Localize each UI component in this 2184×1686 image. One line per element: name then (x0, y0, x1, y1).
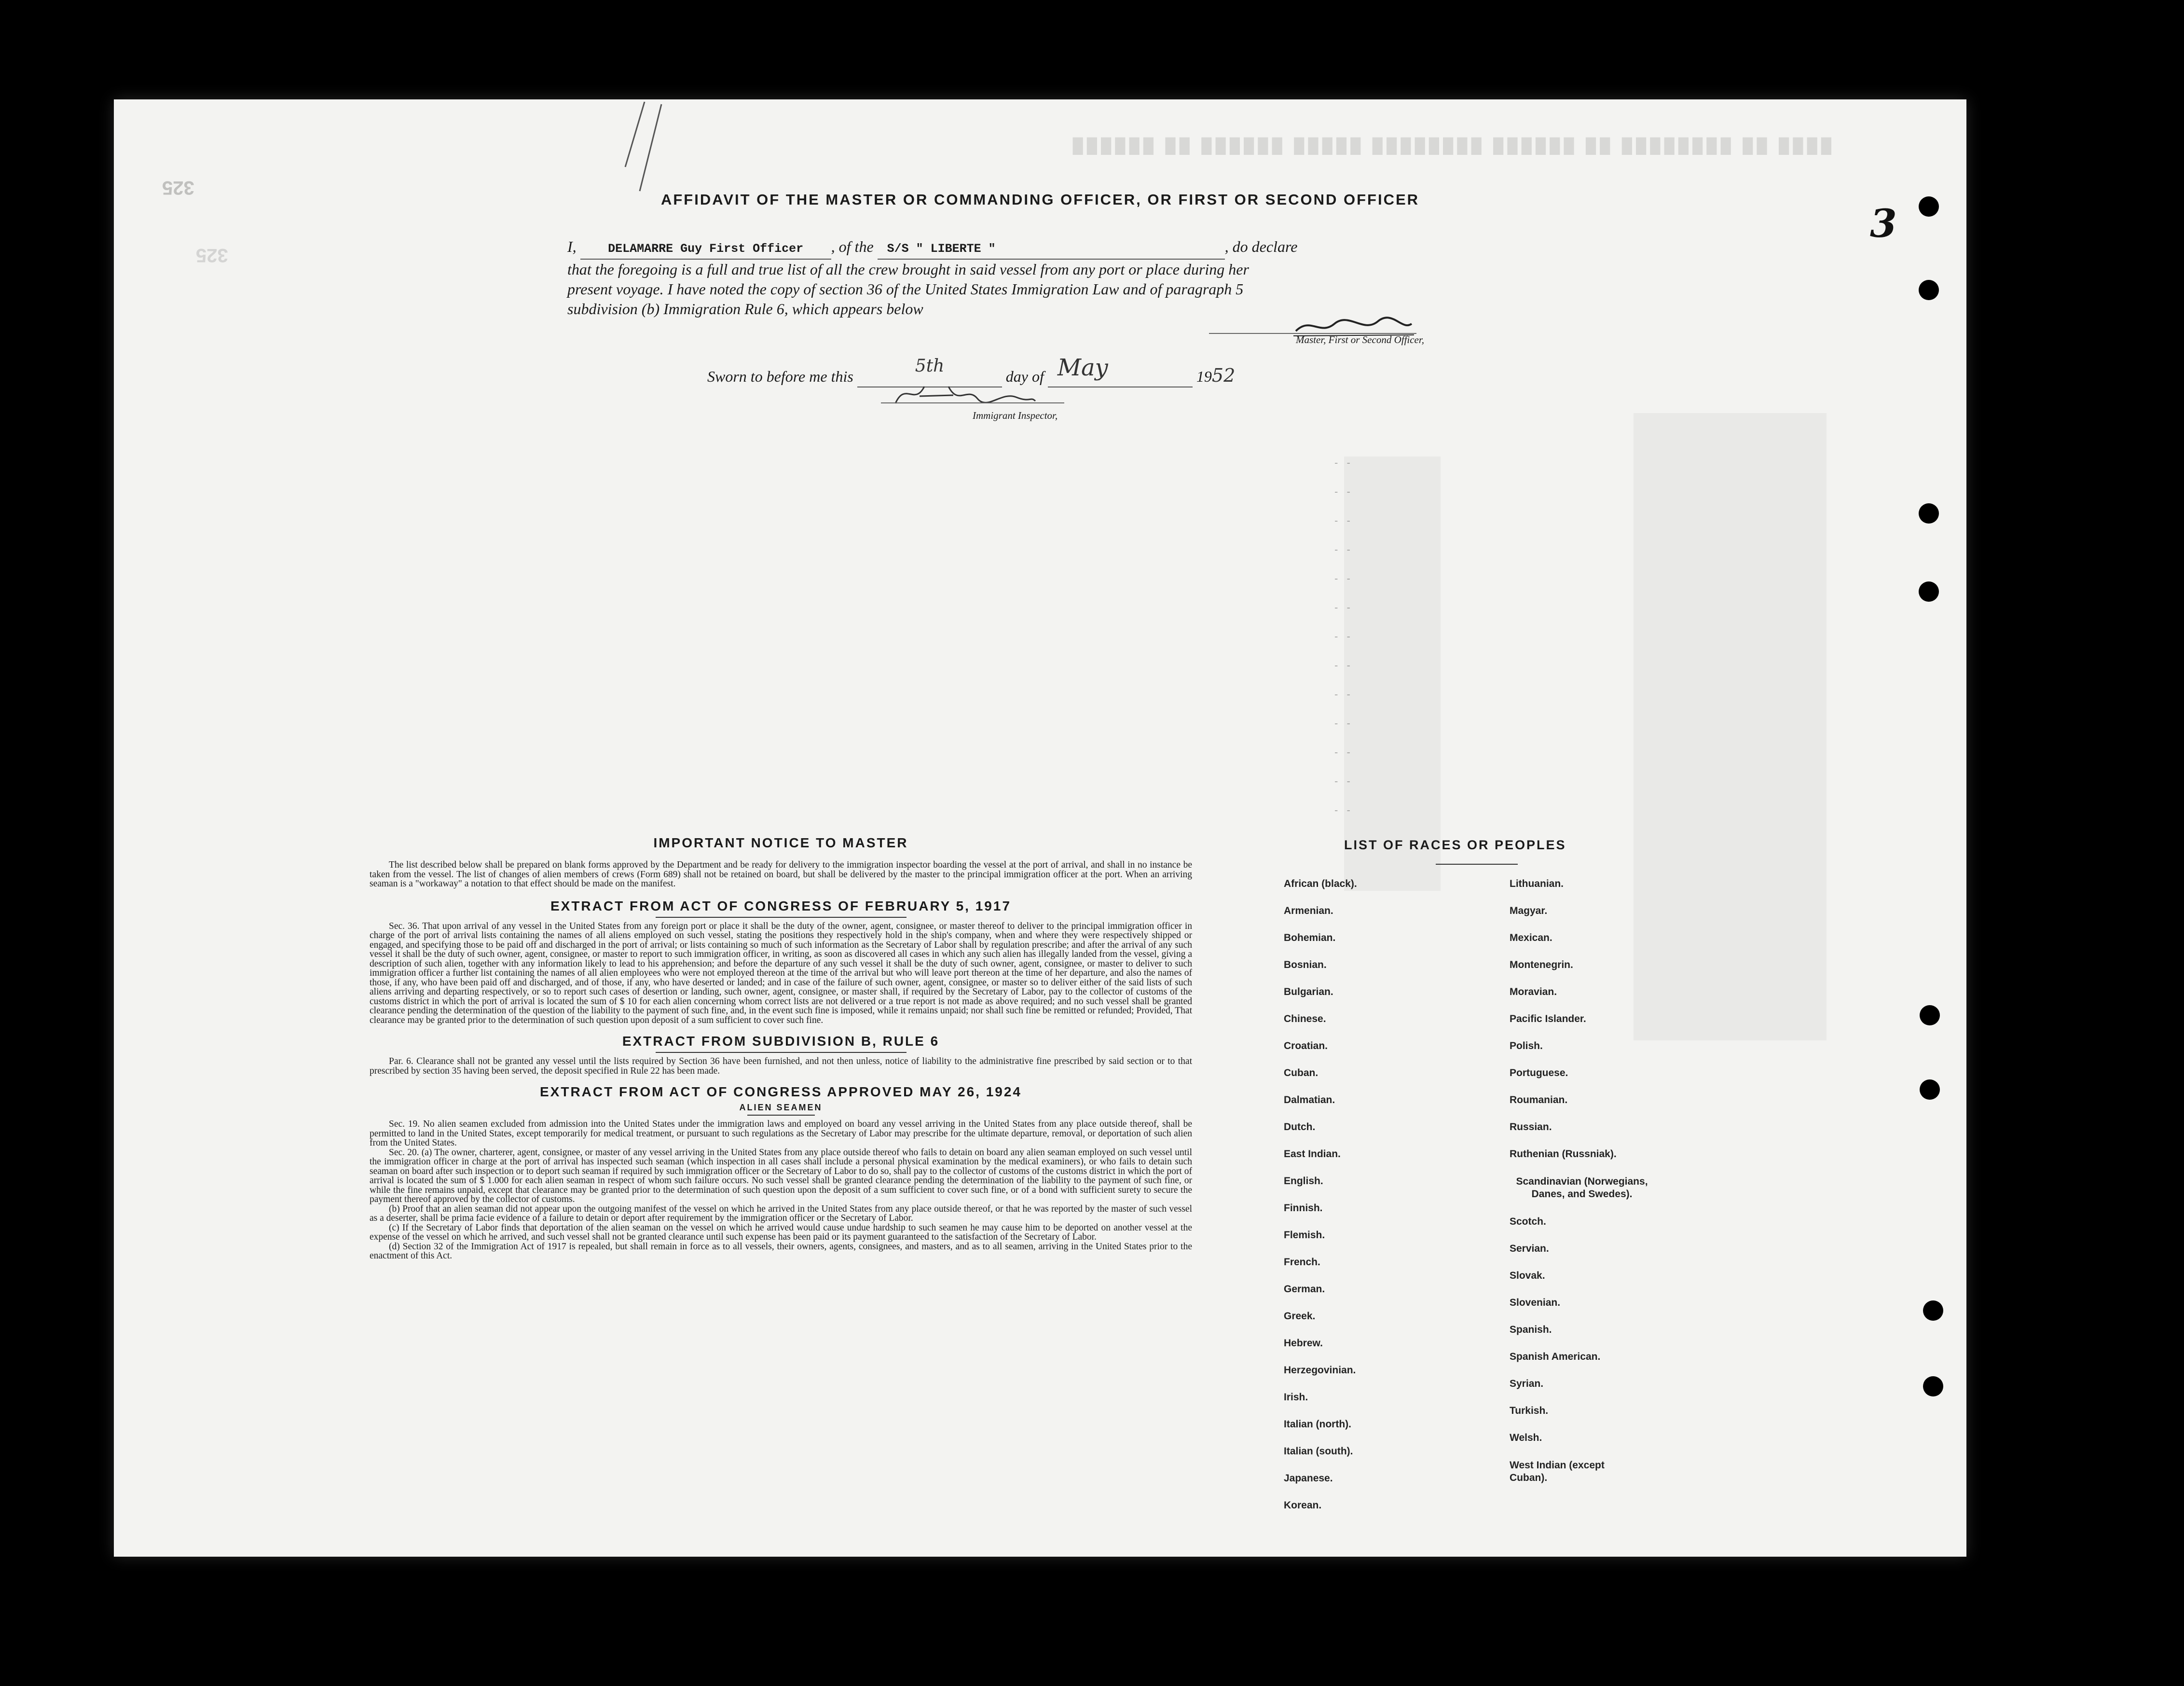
sec20d-body: (d) Section 32 of the Immigration Act of 1917 is repealed, but shall remain in force as to all vessels, their owners, agents, consignees, and masters, and as to all seamen, arriving in the United States prior to the enactment of this Act. (370, 1241, 1192, 1261)
dash-mark: - - (1334, 543, 1353, 555)
bleed-through-ghost: ████ ██ ████████ ██ ██████ ████████ █████ ██████ ██ ██████ (1069, 138, 1831, 154)
race-item: Japanese. (1284, 1473, 1333, 1484)
extract-rule6-title: EXTRACT FROM SUBDIVISION B, RULE 6 (622, 1034, 940, 1049)
affidavit-declaration (567, 237, 1474, 319)
race-item: Armenian. (1284, 905, 1333, 916)
race-item: Russian. (1510, 1121, 1552, 1133)
dash-mark: - - (1334, 572, 1353, 584)
race-item: Magyar. (1510, 905, 1548, 916)
race-item: Roumanian. (1510, 1094, 1568, 1106)
dash-mark: - - (1334, 485, 1353, 498)
sworn-line: Sworn to before me this 5th day of May 1952 (707, 366, 1479, 387)
corner-handwritten-mark: 3 (1870, 201, 1897, 246)
sec20c-body: (c) If the Secretary of Labor finds that deportation of the alien seaman on the vessel on which he arrived would cause undue hardship to such seamen he may cause him to be deported on another vessel at the expense of the vessel on which he arrived, and such vessel shall not be granted clearance until such expense has been paid or its payment guaranteed to the satisfaction of the Secretary of Labor. (370, 1222, 1192, 1242)
race-item: Turkish. (1510, 1405, 1549, 1416)
race-item: English. (1284, 1175, 1323, 1187)
race-item: West Indian (except Cuban). (1510, 1460, 1605, 1483)
race-item: Polish. (1510, 1040, 1543, 1051)
race-item: Korean. (1284, 1500, 1322, 1511)
race-item: Finnish. (1284, 1202, 1323, 1214)
race-item: Servian. (1510, 1243, 1549, 1254)
extract-1917-body: Sec. 36. That upon arrival of any vessel in the United States from any foreign port or place it shall be the duty of the owner, agent, consignee, or master thereof to deliver to the principal immigration officer in charge of the port of arrival lists containing the names of all aliens employed on such vessel, stating the positions they respectively hold in the ship's company, when and where they were respectively shipped or engaged, and specifying those to be paid off and discharged in the port of arrival; or lists containing so much of such information as the Secretary of Labor shall by regulation prescribe; and after the arrival of any such vessel it shall be the duty of such owner, agent, consignee, or master to report to such immigration officer, in writing, as soon as discovered all cases in which any such alien has illegally landed from the vessel, giving a description of such alien, together with any information likely to lead to his apprehension; and before the departure of any such vessel it shall be the duty of such owner, agent, consignee, or master to deliver to such immigration officer a further list containing the names of all alien employees who were not employed thereon at the time of the arrival but who will leave port thereon at the time of her departure, and also the names of those, if any, who have been paid off and discharged, and of those, if any, who have deserted or landed; and in case of the failure of such owner, agent, consignee, or master so to deliver either of the said lists of such aliens arriving and departing respectively, or so to report such cases of desertion or landing, such owner, agent, consignee, or master shall, if required by the Secretary of Labor, pay to the collector of customs of the customs district in which the port of arrival is located the sum of $ 10 for each alien concerning whom correct lists are not delivered or a true report is not made as above required; and no such vessel shall be granted clearance pending the determination of the question of the liability to the payment of such fine, and, in the event such fine is imposed, while it remains unpaid; nor shall such fine be remitted or refunded; Provided, That clearance may be granted prior to the determination of such question upon deposit of a sum sufficient to cover such fine. (370, 921, 1192, 1025)
punch-hole (1920, 1005, 1940, 1025)
sec19-body: Sec. 19. No alien seamen excluded from admission into the United States under the immigration laws and employed on board any vessel arriving in the United States from any place outside thereof, shall be permitted to land in the United States, except temporarily for medical treatment, or pursuant to such regulations as the Secretary of Labor may prescribe for the ultimate departure, removal, or deportation of such alien from the United States. (370, 1119, 1192, 1148)
race-item: Spanish American. (1510, 1351, 1601, 1362)
race-item: Flemish. (1284, 1230, 1325, 1241)
vessel-name: S/S " LIBERTE " (887, 242, 996, 256)
punch-hole (1920, 1079, 1940, 1100)
race-item: French. (1284, 1257, 1320, 1268)
dash-mark: - - (1334, 688, 1353, 700)
dash-mark: - - (1334, 514, 1353, 526)
race-item: Lithuanian. (1510, 878, 1564, 889)
race-item: Italian (north). (1284, 1419, 1351, 1430)
dash-mark: - - (1334, 746, 1353, 758)
dash-mark: - - (1334, 456, 1353, 469)
punch-hole (1919, 581, 1939, 602)
race-item: Greek. (1284, 1311, 1316, 1322)
sworn-year: 52 (1211, 365, 1236, 386)
race-item: Welsh. (1510, 1432, 1542, 1443)
race-item: Cuban. (1284, 1067, 1319, 1078)
race-item: Scandinavian (Norwegians, Danes, and Swedes). (1516, 1176, 1648, 1200)
race-item: Spanish. (1510, 1324, 1552, 1335)
sec20a-body: Sec. 20. (a) The owner, charterer, agent, consignee, or master of any vessel arriving in the United States from any place outside thereof who fails to detain on board any alien seaman employed on such vessel until the immigration officer in charge at the port of arrival has inspected such seaman (which inspection in all cases shall include a personal physical examination by the medical examiners), or who fails to detain such seaman on board after such inspection or to deport such seaman if required by such immigration officer or the Secretary of Labor to do so, shall pay to the collector of customs of the customs district in which the port of arrival is located the sum of $ 1.000 for each alien seaman in respect of whom such failure occurs. No such vessel shall be granted clearance pending the determination of the liability to the payment of such fine, or while the fine remains unpaid, except that clearance may be granted prior to the determination of such question upon the deposit of a sum sufficient to cover such fine, or of a bond with sufficient surety to secure the payment thereof approved by the collector of customs. (370, 1147, 1192, 1204)
race-item: Pacific Islander. (1510, 1013, 1586, 1024)
race-item: Slovenian. (1510, 1297, 1561, 1308)
sworn-month: May (1057, 354, 1108, 381)
race-item: Hebrew. (1284, 1338, 1323, 1349)
stamped-page-number: 325 (162, 177, 194, 198)
title-rule (747, 1115, 815, 1116)
race-item: Montenegrin. (1510, 959, 1573, 970)
affidavit-title: AFFIDAVIT OF THE MASTER OR COMMANDING OFFICER, OR FIRST OR SECOND OFFICER (660, 191, 1420, 208)
race-item: Chinese. (1284, 1013, 1326, 1024)
paper-stain (1344, 456, 1441, 891)
race-item: Moravian. (1510, 986, 1557, 997)
dash-mark: - - (1334, 659, 1353, 671)
document-page (114, 99, 1966, 1557)
race-item: Scotch. (1510, 1216, 1546, 1227)
race-item: German. (1284, 1284, 1325, 1295)
inspector-line (881, 402, 1064, 403)
dash-mark: - - (1334, 717, 1353, 729)
notice-body: The list described below shall be prepared on blank forms approved by the Department and be ready for delivery to the immigration inspector boarding the vessel at the port of arrival, and shall in no instance be taken from the vessel. The list of changes of alien members of crews (Form 689) shall not be retained on board, but shall be delivered by the master to the principal immigration officer at the port. When an arriving seaman is a "workaway" a notation to that effect should be made on the manifest. (370, 860, 1192, 889)
race-item: Ruthenian (Russniak). (1510, 1148, 1617, 1160)
extract-1924-title: EXTRACT FROM ACT OF CONGRESS APPROVED MAY 26, 1924 (540, 1084, 1022, 1099)
races-title-rule (1436, 864, 1518, 865)
race-item: Croatian. (1284, 1040, 1328, 1051)
title-rule (656, 917, 907, 918)
signature-title: Master, First or Second Officer, (1296, 334, 1424, 345)
race-item: Dalmatian. (1284, 1094, 1335, 1106)
punch-hole (1923, 1376, 1943, 1396)
stamped-page-number-faint: 325 (196, 245, 228, 266)
declaration-line-4: subdivision (b) Immigration Rule 6, which appears below (567, 300, 923, 318)
declaration-line-3: present voyage. I have noted the copy of section 36 of the United States Immigration Law and of paragraph 5 (567, 280, 1244, 298)
sec20b-body: (b) Proof that an alien seaman did not appear upon the outgoing manifest of the vessel on which he arrived in the United States from any place outside thereof, or that he was reported by the master of such vessel as a deserter, shall be prima facie evidence of a failure to detain or deport after requirement by the immigration officer or the Secretary of Labor. (370, 1203, 1192, 1223)
extract-1924-subtitle: ALIEN SEAMEN (739, 1103, 823, 1112)
race-item: Bulgarian. (1284, 986, 1333, 997)
punch-hole (1919, 503, 1939, 524)
title-rule (656, 1052, 907, 1053)
race-item: Syrian. (1510, 1378, 1544, 1389)
race-item: Herzegovinian. (1284, 1365, 1356, 1376)
race-item: East Indian. (1284, 1148, 1341, 1160)
sworn-day: 5th (915, 356, 945, 376)
dash-mark: - - (1334, 775, 1353, 787)
extract-1917-title: EXTRACT FROM ACT OF CONGRESS OF FEBRUARY 5, 1917 (550, 898, 1012, 913)
punch-hole (1923, 1300, 1943, 1321)
race-item: Mexican. (1510, 932, 1552, 943)
race-item: Bosnian. (1284, 959, 1327, 970)
race-item: Italian (south). (1284, 1446, 1353, 1457)
declaration-line-2: that the foregoing is a full and true list of all the crew brought in said vessel from any port or place during her (567, 261, 1249, 278)
inspector-signature (891, 377, 1040, 411)
paper-stain (1634, 413, 1827, 1040)
punch-hole (1919, 196, 1939, 217)
punch-hole (1919, 280, 1939, 300)
dash-mark: - - (1334, 804, 1353, 816)
races-title: LIST OF RACES OR PEOPLES (1344, 838, 1566, 852)
extract-rule6-body: Par. 6. Clearance shall not be granted any vessel until the lists required by Section 36 have been furnished, and not then unless, notice of liability to the administrative fine prescribed by said section or to that prescribed by section 35 having been served, the deposit specified in Rule 22 has been made. (370, 1056, 1192, 1076)
race-item: Dutch. (1284, 1121, 1316, 1133)
legal-column (370, 835, 1192, 1261)
dash-mark: - - (1334, 630, 1353, 642)
inspector-label: Immigrant Inspector, (973, 410, 1058, 421)
race-item: Portuguese. (1510, 1067, 1568, 1078)
pencil-mark (611, 99, 683, 196)
race-item: Irish. (1284, 1392, 1308, 1403)
race-item: Bohemian. (1284, 932, 1336, 943)
declaration-line-1: I, DELAMARRE Guy First Officer , of the S/S " LIBERTE " , do declare (567, 237, 1474, 260)
officer-name: DELAMARRE Guy First Officer (608, 242, 804, 256)
notice-title: IMPORTANT NOTICE TO MASTER (653, 835, 908, 850)
race-item: African (black). (1284, 878, 1357, 889)
dash-mark: - - (1334, 601, 1353, 613)
race-item: Slovak. (1510, 1270, 1545, 1281)
